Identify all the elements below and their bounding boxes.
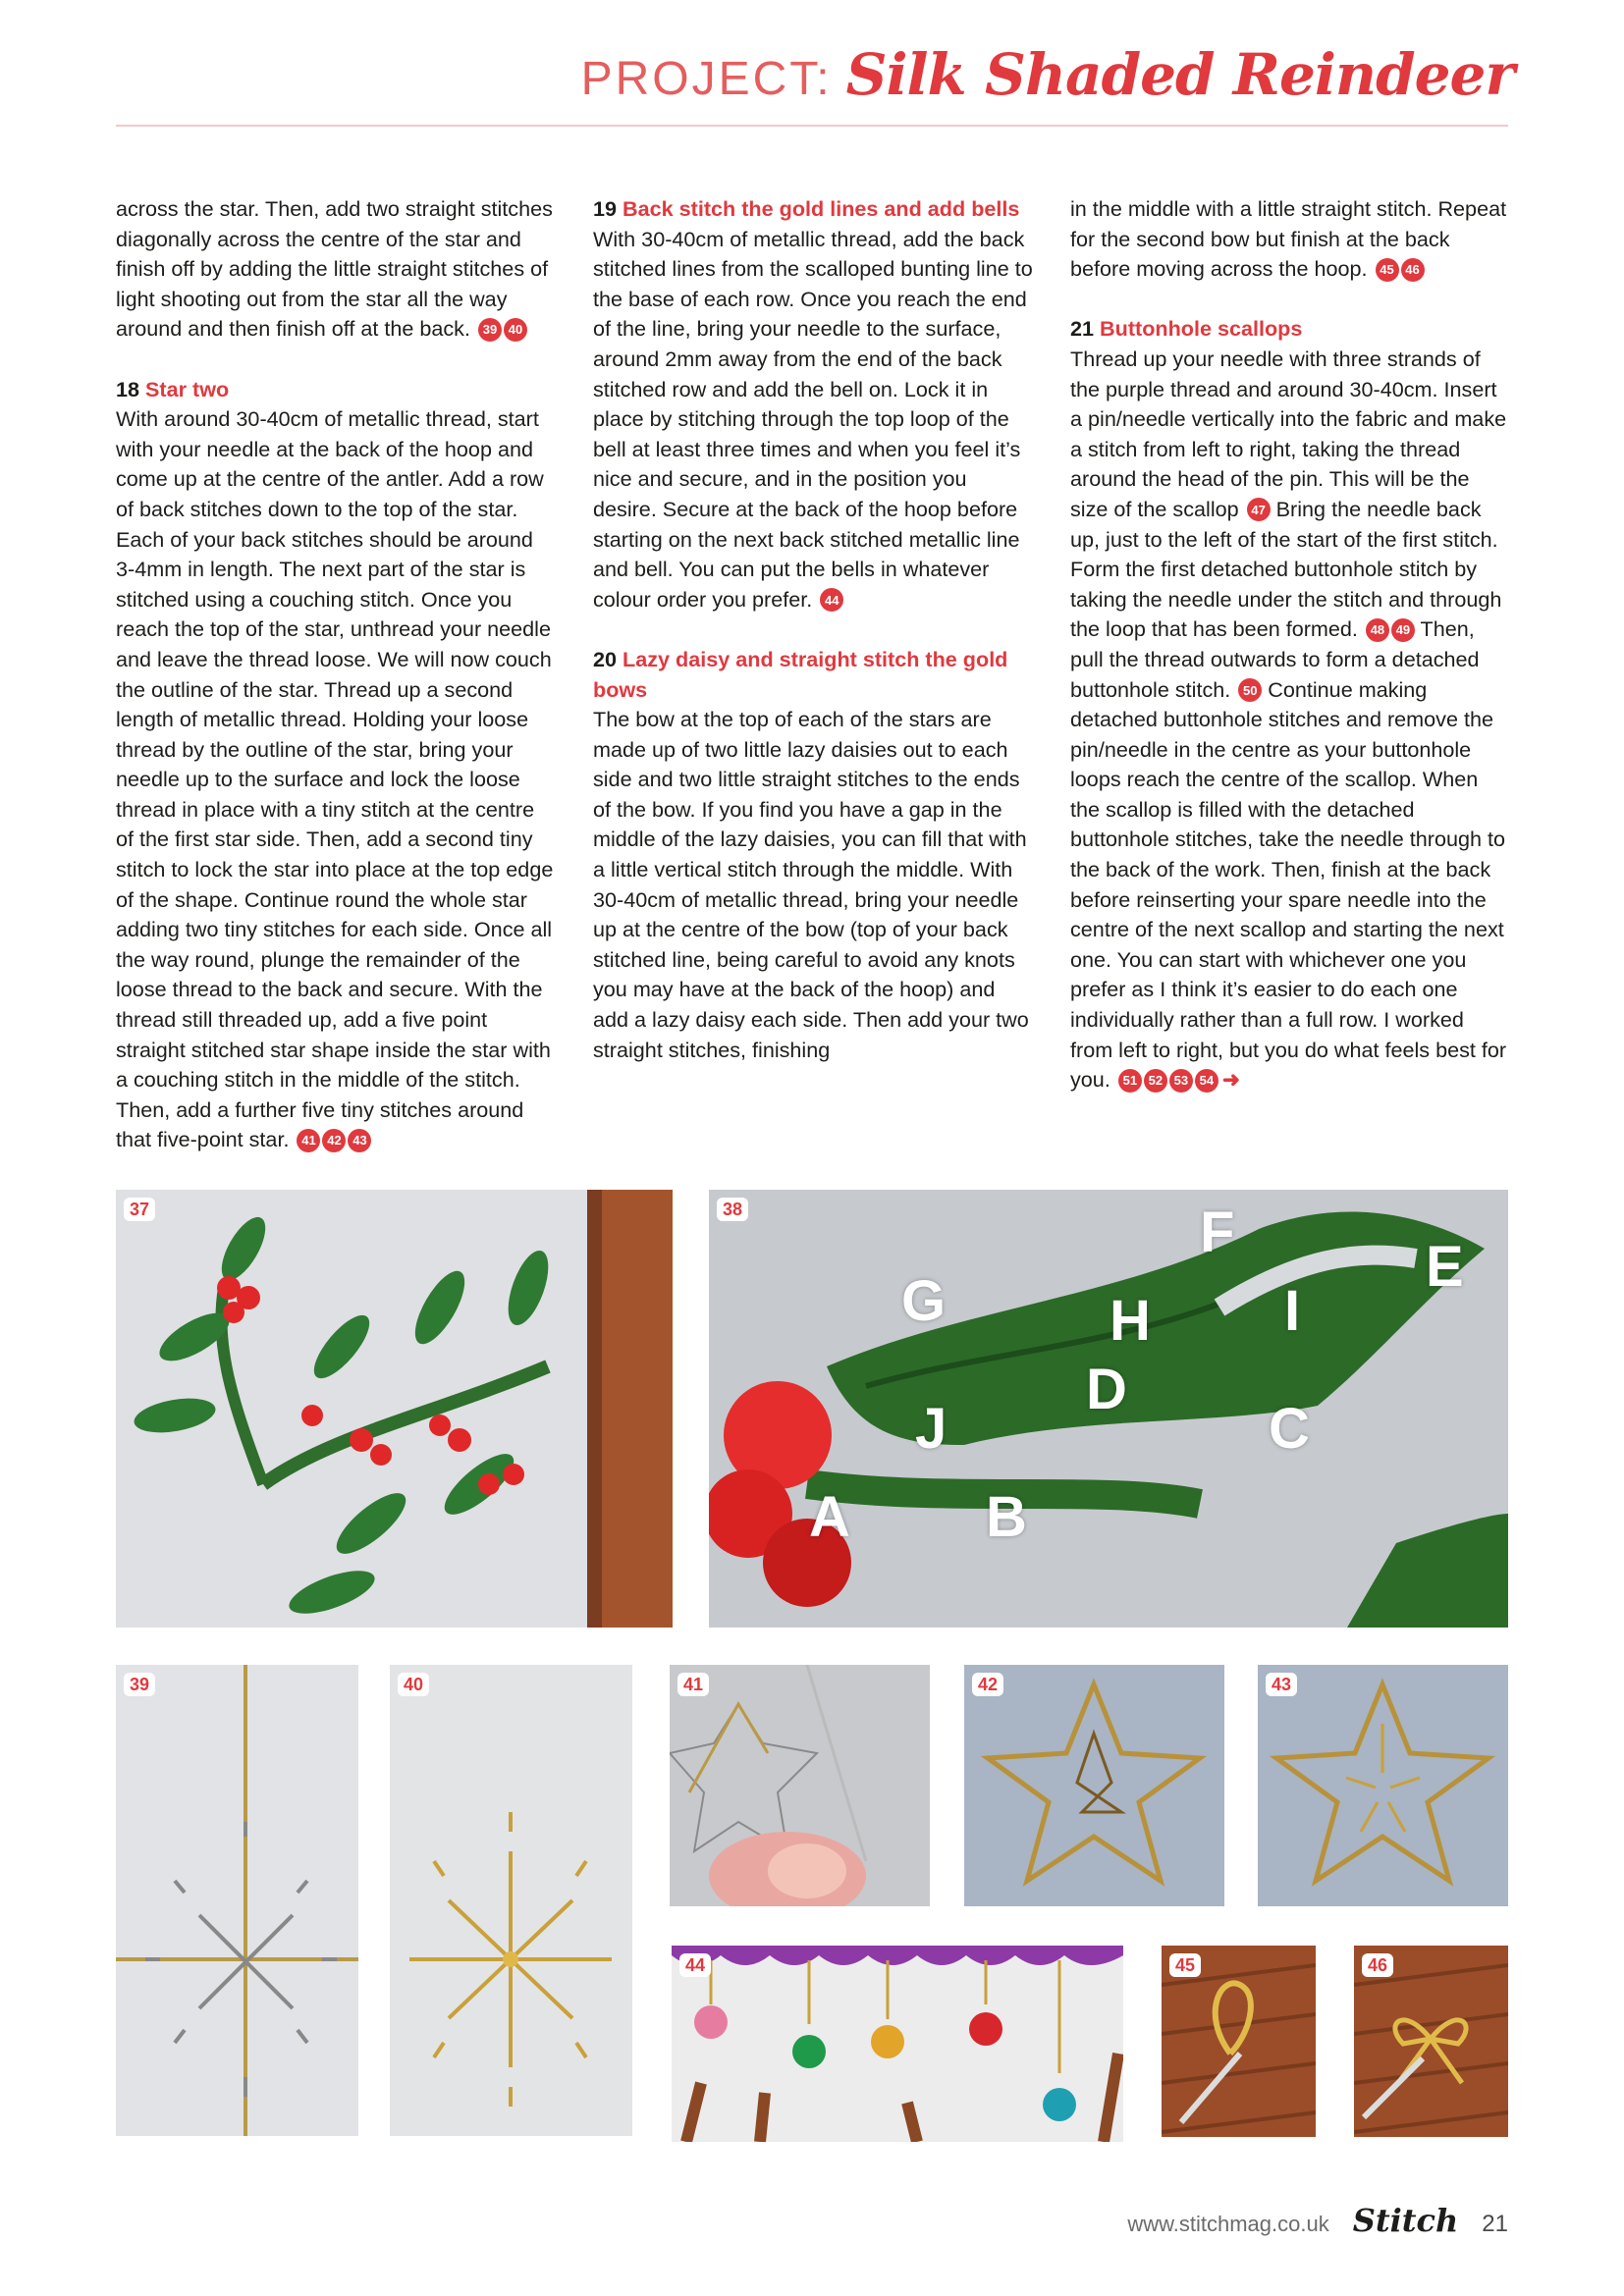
photo-ref-badge: 48 [1366,618,1389,642]
paragraph: With 30-40cm of metallic thread, add the back stitched lines from the scalloped bunting line to the base of each row. Once you reach the end of the line, bring your needle to the surface, around 2mm away from the end of the back stitched row and add the bell on. Lock it in place by stitching through the top loop of the bell at least three times and when you feel it’s nice and secure, and in the position you desire. Secure at the back of the hoop before starting on the next back stitched metallic line and bell. You can put the bells in whatever colour order you prefer. 44 [593,226,1033,612]
step-heading-21: 21 Buttonhole scallops [1070,316,1303,342]
photo-ref-badge: 54 [1195,1069,1218,1093]
header-label: PROJECT: [580,53,833,105]
photo-ref-badge: 40 [504,318,527,342]
photo-39 [116,1665,358,2136]
photo-ref-badge: 50 [1238,678,1262,702]
photo-number: 37 [124,1198,155,1221]
step-heading-18: 18 Star two [116,376,230,401]
diagram-letter-j: J [915,1397,947,1461]
photo-number: 39 [124,1673,155,1696]
photo-ref-badge: 45 [1376,258,1399,282]
paragraph: With around 30-40cm of metallic thread, start with your needle at the back of the hoop and come up at the centre of the antler. Add a row of back stitches down to the top of the star. Each of your back stitches should be around 3-4mm in length. The next part of the star is stitched using a couching stitch. Once you reach the top of the star, unthread your needle and leave the thread loose. We will now couch the outline of the star. Thread up a second length of metallic thread. Holding your loose thread by the outline of the star, bring your needle up to the surface and lock the loose thread in place with a tiny stitch at the centre of the first star side. Then, add a second tiny stitch to lock the star into place at the top edge of the shape. Continue round the whole star adding two tiny stitches for each side. Once all the way round, plunge the remainder of the loose thread to the back and secure. With the thread still threaded up, add a five point straight stitched star shape inside the star with a couching stitch in the middle of the stitch. Then, add a further five tiny stitches around that five-point star. 41 42 43 [116,406,554,1152]
project-title: Silk Shaded Reindeer [845,41,1514,108]
photo-number: 46 [1362,1953,1393,1977]
diagram-letter-a: A [809,1485,850,1549]
photo-41 [670,1665,930,1906]
photo-number: 38 [717,1198,748,1221]
website-link[interactable]: www.stitchmag.co.uk [1127,2212,1329,2236]
diagram-letter-h: H [1110,1289,1151,1353]
photo-40 [390,1665,632,2136]
photo-number: 42 [972,1673,1003,1696]
photo-ref-badge: 49 [1391,618,1415,642]
photo-number: 44 [679,1953,711,1977]
photo-number: 45 [1169,1953,1201,1977]
step-heading-20: 20 Lazy daisy and straight stitch the gold bows [593,646,1008,702]
magazine-logo: Stitch [1352,2202,1459,2239]
photo-ref-badge: 43 [348,1129,371,1152]
continue-arrow-icon: ➜ [1221,1067,1240,1093]
photo-ref-badge: 46 [1401,258,1425,282]
photo-46 [1354,1946,1508,2137]
step-heading-19: 19 Back stitch the gold lines and add bells [593,196,1020,221]
page-header [581,41,1514,108]
diagram-letter-e: E [1426,1235,1464,1299]
paragraph: in the middle with a little straight stitch. Repeat for the second bow but finish at the back before moving across the hoop. 45 46 [1070,196,1507,282]
photo-37 [116,1190,673,1628]
photo-ref-badge: 51 [1118,1069,1142,1093]
page-number: 21 [1482,2211,1508,2237]
photo-ref-badge: 39 [478,318,502,342]
photo-43 [1258,1665,1508,1906]
diagram-letter-g: G [901,1269,947,1333]
diagram-letter-b: B [986,1485,1027,1549]
column-1 [116,194,558,1155]
photo-ref-badge: 42 [322,1129,346,1152]
column-2 [593,194,1035,1065]
paragraph: across the star. Then, add two straight stitches diagonally across the centre of the star and finish off by adding the little straight stitches of light shooting out from the star all the way around and then finish off at the back. 39 40 [116,196,553,342]
photo-ref-badge: 52 [1144,1069,1167,1093]
photo-ref-badge: 53 [1169,1069,1193,1093]
paragraph: Thread up your needle with three strands of the purple thread and around 30-40cm. Insert a pin/needle vertically into the fabric and make a stitch from left to right, taking the thread around the head of the pin. This will be the size of the scallop 47 Bring the needle back up, just to the left of the start of the first stitch. Form the first detached buttonhole stitch by taking the needle under the stitch and through the loop that has been formed. 48 49 Then, pull the thread outwards to form a detached buttonhole stitch. 50 Continue making detached buttonhole stitches and remove the pin/needle in the centre as your buttonhole loops reach the centre of the scallop. When the scallop is filled with the detached buttonhole stitches, take the needle through to the back of the work. Then, finish at the back before reinserting your spare needle into the centre of the next scallop and starting the next one. You can start with whichever one you prefer as I think it’s easier to do each one individually rather than a full row. I worked from left to right, but you do what feels best for you. 51 52 53 54 ➜ [1070,346,1507,1093]
photo-44 [672,1946,1123,2142]
photo-ref-badge: 47 [1247,498,1271,521]
header-rule [116,125,1508,127]
photo-42 [964,1665,1224,1906]
column-3 [1070,194,1512,1095]
photo-number: 40 [398,1673,429,1696]
diagram-letter-c: C [1269,1397,1310,1461]
photo-ref-badge: 44 [820,588,843,612]
page-footer [1127,2202,1508,2239]
photo-number: 43 [1266,1673,1297,1696]
photo-45 [1162,1946,1316,2137]
photo-38 [709,1190,1508,1628]
paragraph: The bow at the top of each of the stars are made up of two little lazy daisies out to each side and two little straight stitches to the ends of the bow. If you find you have a gap in the middle of the lazy daisies, you can fill that with a little vertical stitch through the middle. With 30-40cm of metallic thread, bring your needle up at the centre of the bow (top of your back stitched line, being careful to avoid any knots you may have at the back of the hoop) and add a lazy daisy each side. Then add your two straight stitches, finishing [593,707,1029,1062]
photo-ref-badge: 41 [297,1129,320,1152]
diagram-letter-i: I [1284,1279,1301,1343]
diagram-letter-f: F [1200,1201,1235,1264]
photo-number: 41 [677,1673,709,1696]
diagram-letter-d: D [1086,1358,1127,1421]
